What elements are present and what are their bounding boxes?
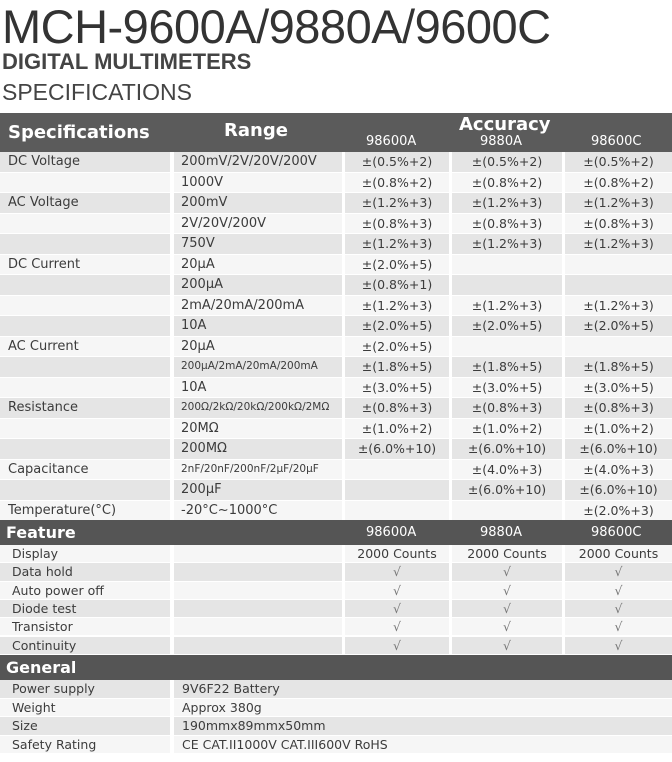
page-title: MCH-9600A/9880A/9600C — [2, 0, 551, 53]
range-cell: 10A — [174, 378, 342, 398]
checkmark-icon: √ — [345, 637, 449, 654]
feature-value-cell: 2000 Counts — [452, 545, 562, 562]
parameter-cell: Resistance — [0, 398, 170, 418]
parameter-cell: Temperature(°C) — [0, 501, 170, 521]
range-cell: 200μF — [174, 480, 342, 500]
accuracy-cell: ±(2.0%+5) — [345, 316, 449, 336]
parameter-cell — [0, 214, 170, 234]
table-row — [0, 717, 672, 735]
table-row — [0, 582, 672, 599]
general-header: General — [6, 658, 77, 677]
range-cell: 1000V — [174, 173, 342, 193]
accuracy-cell: ±(1.2%+3) — [345, 296, 449, 316]
table-row — [0, 563, 672, 580]
table-row — [0, 357, 672, 377]
range-cell: 10A — [174, 316, 342, 336]
general-name-cell: Safety Rating — [0, 736, 170, 754]
accuracy-cell: ±(0.8%+2) — [565, 173, 672, 193]
accuracy-cell: ±(0.5%+2) — [452, 152, 562, 172]
accuracy-cell — [565, 337, 672, 357]
accuracy-cell — [345, 460, 449, 480]
accuracy-cell: ±(1.2%+3) — [452, 234, 562, 254]
feature-header: Feature — [6, 523, 76, 542]
parameter-cell — [0, 234, 170, 254]
accuracy-cell — [452, 275, 562, 295]
range-cell: 200μA — [174, 275, 342, 295]
feature-spacer-cell — [174, 545, 342, 562]
table-row — [0, 152, 672, 172]
section-heading: SPECIFICATIONS — [2, 79, 192, 105]
range-cell: 200mV — [174, 193, 342, 213]
accuracy-cell — [345, 480, 449, 500]
parameter-cell: AC Voltage — [0, 193, 170, 213]
parameter-cell — [0, 316, 170, 336]
feature-spacer-cell — [174, 563, 342, 580]
accuracy-cell: ±(2.0%+5) — [345, 337, 449, 357]
parameter-cell — [0, 480, 170, 500]
accuracy-cell: ±(1.0%+2) — [452, 419, 562, 439]
parameter-cell — [0, 439, 170, 459]
parameter-cell: Capacitance — [0, 460, 170, 480]
feature-spacer-cell — [174, 618, 342, 635]
table-row — [0, 439, 672, 459]
accuracy-cell: ±(1.2%+3) — [452, 296, 562, 316]
checkmark-icon: √ — [345, 600, 449, 617]
feature-spacer-cell — [174, 600, 342, 617]
parameter-cell — [0, 296, 170, 316]
model-header: 98600C — [591, 525, 642, 540]
table-row — [0, 193, 672, 213]
accuracy-cell: ±(2.0%+5) — [565, 316, 672, 336]
accuracy-cell: ±(0.8%+3) — [345, 214, 449, 234]
checkmark-icon: √ — [452, 600, 562, 617]
accuracy-cell: ±(6.0%+10) — [452, 480, 562, 500]
table-row — [0, 637, 672, 654]
accuracy-cell: ±(0.8%+3) — [345, 398, 449, 418]
table-row — [0, 600, 672, 617]
accuracy-cell: ±(0.8%+3) — [565, 214, 672, 234]
general-name-cell: Size — [0, 717, 170, 735]
accuracy-cell: ±(1.2%+3) — [565, 234, 672, 254]
table-row — [0, 736, 672, 754]
range-cell: 2nF/20nF/200nF/2μF/20μF — [174, 460, 342, 480]
model-header: 98600C — [591, 134, 642, 149]
accuracy-cell — [452, 255, 562, 275]
accuracy-cell — [565, 255, 672, 275]
feature-spacer-cell — [174, 582, 342, 599]
accuracy-cell: ±(0.8%+3) — [452, 214, 562, 234]
range-cell: 20MΩ — [174, 419, 342, 439]
accuracy-cell: ±(1.8%+5) — [452, 357, 562, 377]
specifications-header: Specifications — [8, 122, 150, 143]
range-cell: 200MΩ — [174, 439, 342, 459]
checkmark-icon: √ — [565, 600, 672, 617]
table-row — [0, 545, 672, 562]
range-cell: 200μA/2mA/20mA/200mA — [174, 357, 342, 377]
accuracy-cell: ±(0.8%+3) — [452, 398, 562, 418]
feature-name-cell: Transistor — [0, 618, 170, 635]
checkmark-icon: √ — [565, 582, 672, 599]
feature-name-cell: Auto power off — [0, 582, 170, 599]
accuracy-cell — [565, 275, 672, 295]
feature-table-header — [0, 520, 672, 545]
feature-value-cell: 2000 Counts — [565, 545, 672, 562]
table-row — [0, 234, 672, 254]
accuracy-cell: ±(0.5%+2) — [565, 152, 672, 172]
parameter-cell: DC Voltage — [0, 152, 170, 172]
checkmark-icon: √ — [452, 563, 562, 580]
general-name-cell: Power supply — [0, 680, 170, 698]
range-cell: 2mA/20mA/200mA — [174, 296, 342, 316]
accuracy-cell: ±(2.0%+5) — [452, 316, 562, 336]
model-header: 98600A — [366, 134, 417, 149]
range-cell: 2V/20V/200V — [174, 214, 342, 234]
accuracy-cell: ±(6.0%+10) — [452, 439, 562, 459]
model-header: 9880A — [480, 525, 522, 540]
table-row — [0, 460, 672, 480]
accuracy-cell — [452, 501, 562, 521]
checkmark-icon: √ — [565, 618, 672, 635]
accuracy-header: Accuracy — [459, 114, 551, 135]
table-row — [0, 419, 672, 439]
accuracy-cell: ±(2.0%+5) — [345, 255, 449, 275]
general-value-cell: CE CAT.II1000V CAT.III600V RoHS — [174, 736, 672, 754]
table-row — [0, 501, 672, 521]
accuracy-cell: ±(1.8%+5) — [345, 357, 449, 377]
accuracy-cell — [452, 337, 562, 357]
range-cell: 20μA — [174, 337, 342, 357]
accuracy-cell: ±(0.8%+1) — [345, 275, 449, 295]
accuracy-cell: ±(1.2%+3) — [345, 193, 449, 213]
spec-table-header — [0, 113, 672, 152]
general-value-cell: 190mmx89mmx50mm — [174, 717, 672, 735]
checkmark-icon: √ — [345, 563, 449, 580]
accuracy-cell: ±(4.0%+3) — [565, 460, 672, 480]
table-row — [0, 255, 672, 275]
accuracy-cell: ±(6.0%+10) — [565, 439, 672, 459]
table-row — [0, 680, 672, 698]
checkmark-icon: √ — [452, 582, 562, 599]
table-row — [0, 378, 672, 398]
accuracy-cell: ±(1.0%+2) — [345, 419, 449, 439]
checkmark-icon: √ — [345, 582, 449, 599]
feature-name-cell: Continuity — [0, 637, 170, 654]
feature-value-cell: 2000 Counts — [345, 545, 449, 562]
checkmark-icon: √ — [452, 637, 562, 654]
general-name-cell: Weight — [0, 699, 170, 717]
general-value-cell: 9V6F22 Battery — [174, 680, 672, 698]
feature-name-cell: Data hold — [0, 563, 170, 580]
range-cell: 750V — [174, 234, 342, 254]
table-row — [0, 699, 672, 717]
table-row — [0, 618, 672, 635]
accuracy-cell: ±(2.0%+3) — [565, 501, 672, 521]
table-row — [0, 214, 672, 234]
parameter-cell — [0, 419, 170, 439]
checkmark-icon: √ — [565, 563, 672, 580]
table-row — [0, 173, 672, 193]
parameter-cell: DC Current — [0, 255, 170, 275]
accuracy-cell: ±(1.2%+3) — [565, 193, 672, 213]
checkmark-icon: √ — [452, 618, 562, 635]
table-row — [0, 316, 672, 336]
table-row — [0, 337, 672, 357]
accuracy-cell: ±(0.8%+2) — [345, 173, 449, 193]
parameter-cell: AC Current — [0, 337, 170, 357]
accuracy-cell: ±(1.2%+3) — [565, 296, 672, 316]
checkmark-icon: √ — [345, 618, 449, 635]
accuracy-cell: ±(3.0%+5) — [452, 378, 562, 398]
accuracy-cell: ±(6.0%+10) — [565, 480, 672, 500]
parameter-cell — [0, 173, 170, 193]
general-value-cell: Approx 380g — [174, 699, 672, 717]
range-cell: 200Ω/2kΩ/20kΩ/200kΩ/2MΩ — [174, 398, 342, 418]
feature-name-cell: Diode test — [0, 600, 170, 617]
model-header: 9880A — [480, 134, 522, 149]
range-cell: 200mV/2V/20V/200V — [174, 152, 342, 172]
table-row — [0, 480, 672, 500]
checkmark-icon: √ — [565, 637, 672, 654]
range-cell: -20°C~1000°C — [174, 501, 342, 521]
accuracy-cell: ±(0.8%+3) — [565, 398, 672, 418]
range-header: Range — [224, 120, 288, 141]
accuracy-cell — [345, 501, 449, 521]
feature-spacer-cell — [174, 637, 342, 654]
accuracy-cell: ±(0.8%+2) — [452, 173, 562, 193]
accuracy-cell: ±(1.2%+3) — [345, 234, 449, 254]
parameter-cell — [0, 275, 170, 295]
accuracy-cell: ±(1.2%+3) — [452, 193, 562, 213]
page-subtitle: DIGITAL MULTIMETERS — [2, 49, 252, 74]
accuracy-cell: ±(1.0%+2) — [565, 419, 672, 439]
range-cell: 20μA — [174, 255, 342, 275]
table-row — [0, 398, 672, 418]
accuracy-cell: ±(0.5%+2) — [345, 152, 449, 172]
accuracy-cell: ±(3.0%+5) — [565, 378, 672, 398]
model-header: 98600A — [366, 525, 417, 540]
parameter-cell — [0, 378, 170, 398]
table-row — [0, 275, 672, 295]
accuracy-cell: ±(4.0%+3) — [452, 460, 562, 480]
parameter-cell — [0, 357, 170, 377]
table-row — [0, 296, 672, 316]
accuracy-cell: ±(1.8%+5) — [565, 357, 672, 377]
accuracy-cell: ±(3.0%+5) — [345, 378, 449, 398]
feature-name-cell: Display — [0, 545, 170, 562]
general-table-header — [0, 655, 672, 680]
accuracy-cell: ±(6.0%+10) — [345, 439, 449, 459]
